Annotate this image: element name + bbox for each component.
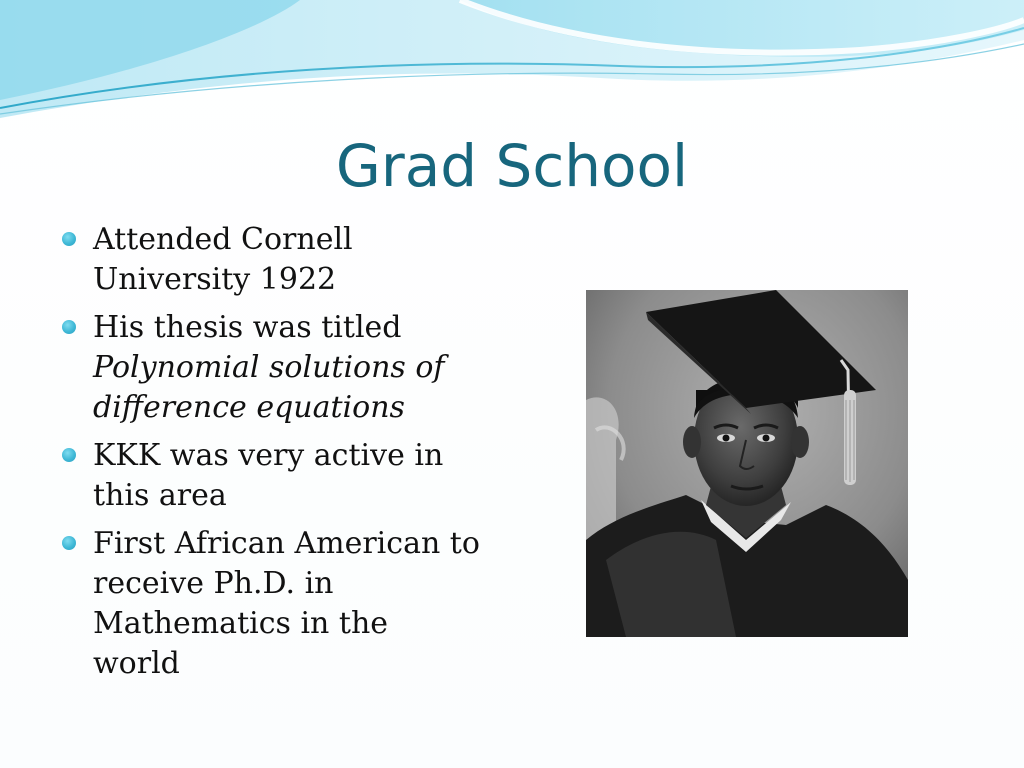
slide-title: Grad School — [335, 132, 689, 200]
bullet-text: KKK was very active in this area — [93, 438, 444, 513]
bullet-item — [62, 220, 482, 300]
graduate-portrait-image — [586, 290, 908, 637]
thesis-title: Polynomial solutions of difference equations — [93, 350, 445, 425]
bullet-item — [62, 436, 482, 516]
bullet-text: First African American to receive Ph.D. in Mathematics in the world — [93, 526, 480, 681]
bullet-item — [62, 308, 482, 428]
bullet-dot-icon — [62, 536, 76, 550]
bullet-dot-icon — [62, 232, 76, 246]
bullet-item — [62, 524, 482, 684]
bullet-text: His thesis was titled — [93, 310, 402, 345]
bullet-dot-icon — [62, 448, 76, 462]
bullet-text: Attended Cornell University 1922 — [93, 222, 353, 297]
bullet-dot-icon — [62, 320, 76, 334]
wave-header-decoration — [0, 0, 1024, 130]
bullet-list — [62, 220, 482, 692]
